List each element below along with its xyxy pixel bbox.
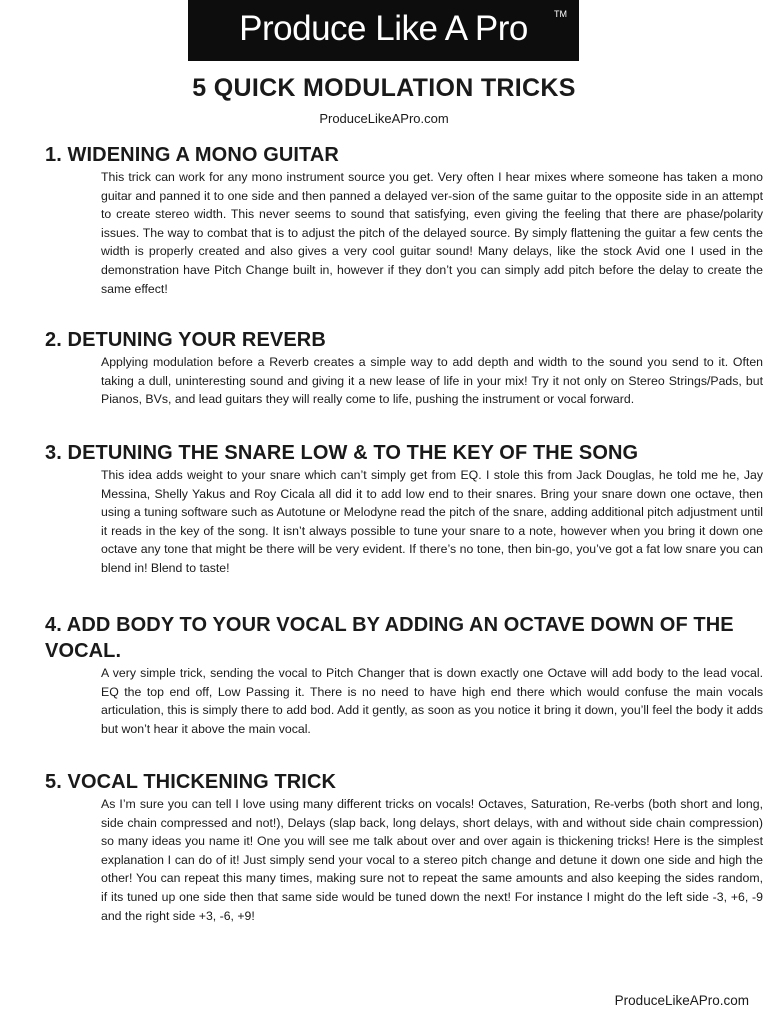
footer-url: ProduceLikeAPro.com	[614, 993, 749, 1008]
section-heading: 2. DETUNING YOUR REVERB	[45, 329, 326, 351]
brand-logo-text	[239, 9, 528, 49]
section-heading: 3. DETUNING THE SNARE LOW & TO THE KEY OF THE SONG	[45, 442, 639, 464]
document-subtitle-url: ProduceLikeAPro.com	[319, 111, 449, 126]
document-title: 5 QUICK MODULATION TRICKS	[192, 74, 576, 102]
brand-name-main: Produce Like A	[239, 8, 475, 48]
section-vocal-thickening	[45, 769, 763, 925]
section-heading: 1. WIDENING A MONO GUITAR	[45, 144, 339, 166]
section-detuning-reverb	[45, 327, 763, 409]
section-body: This idea adds weight to your snare which can’t simply get from EQ. I stole this from Jack Douglas, he told me he, Jay Messina, Shelly Yakus and Roy Cicala all did it to add low end to their snares. Bring your snare down one octave, then using a tuning software such as Autotune or Melodyne read the pitch of the snare, adding additional pitch adjustment until it reads in the key of the song. It isn’t always possible to tune your snare to a note, however when you bring it down one octave any tone that might be there will be very evident. If there’s no tone, then bin-go, you’ve got a fat low snare you can blend in! Blend to taste!	[101, 468, 763, 575]
brand-name-pro: Pro	[474, 8, 528, 48]
section-body: As I’m sure you can tell I love using many different tricks on vocals! Octaves, Saturation, Re-verbs (both short and long, side chain compressed and not!), Delays (slap back, long delays, short delays, with and without side chain compression) so many ideas you name it! One you will see me talk about over and over again is thickening tricks! Here is the simplest explanation I can do of it! Just simply send your vocal to a stereo pitch change and detune it down one side and high the other! You can repeat this many times, making sure not to repeat the same amounts and also keeping the sides random, if its tuned up one side then that same side would be tuned down the next! For instance I might do the left side -3, +6, -9 and the right side +3, -6, +9!	[101, 797, 763, 923]
section-body: Applying modulation before a Reverb creates a simple way to add depth and width to the sound you send to it. Often taking a dull, uninteresting sound and giving it a new lease of life in your mix! Try it not only on Stereo Strings/Pads, but Pianos, BVs, and lead guitars they will really come to life, pushing the instrument or vocal forward.	[101, 355, 763, 407]
section-heading: 5. VOCAL THICKENING TRICK	[45, 771, 337, 793]
section-body: A very simple trick, sending the vocal to Pitch Changer that is down exactly one Octave will add body to the lead vocal. EQ the top end off, Low Passing it. There is no need to have high end there which would confuse the main vocals articulation, this is simply there to add bod. Add it gently, as soon as you notice it bring it down, you’ll feel the body it adds but won’t hear it above the main vocal.	[101, 666, 763, 736]
section-heading: 4. ADD BODY TO YOUR VOCAL BY ADDING AN OCTAVE DOWN OF THE VOCAL.	[45, 614, 734, 662]
section-widening-mono-guitar	[45, 142, 763, 298]
section-detuning-snare	[45, 440, 763, 578]
section-vocal-octave-body	[45, 612, 763, 738]
trademark-mark: TM	[554, 9, 567, 19]
section-body: This trick can work for any mono instrument source you get. Very often I hear mixes where someone has taken a mono guitar and panned it to one side and then panned a delayed ver-sion of the same guitar to the opposite side in an attempt to create stereo width. This never seems to sound that satisfying, even giving the feeling that there are phase/polarity issues. The way to combat that is to adjust the pitch of the delayed source. By simply flattening the guitar a few cents the width is properly created and also gives a very cool guitar sound! Many delays, like the stock Avid one I used in the demonstration have Pitch Change built in, however if they don’t you can simply add pitch before the delay to create the same effect!	[101, 170, 763, 296]
brand-banner	[188, 0, 579, 61]
